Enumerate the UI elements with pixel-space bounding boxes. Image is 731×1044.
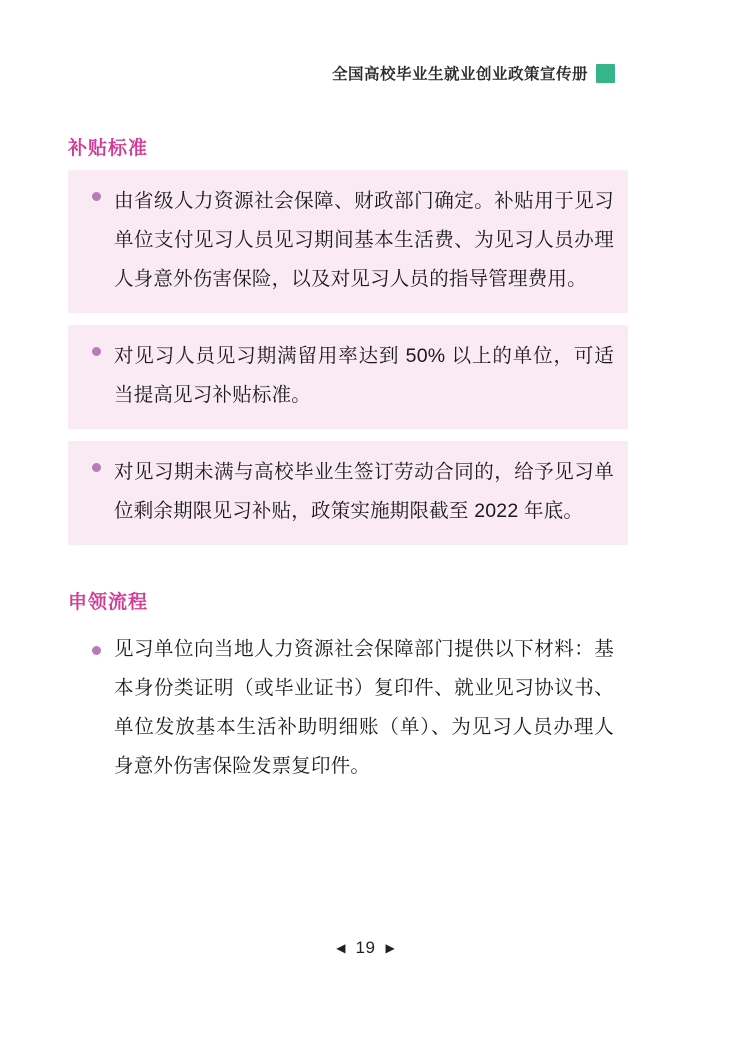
bullet-list <box>68 170 628 545</box>
list-item-text: 对见习人员见习期满留用率达到 50% 以上的单位，可适当提高见习补贴标准。 <box>114 345 614 406</box>
page-header <box>332 62 615 84</box>
page-content <box>68 133 628 804</box>
next-page-arrow-icon[interactable]: ▶ <box>385 941 395 955</box>
bullet-dot-icon <box>92 192 101 201</box>
list-item <box>68 624 628 792</box>
header-title: 全国高校毕业生就业创业政策宣传册 <box>331 66 588 83</box>
list-item <box>68 170 628 313</box>
list-item <box>68 441 628 545</box>
section-application-process <box>68 587 628 792</box>
bullet-list <box>68 624 628 792</box>
page-number: 19 <box>355 938 376 957</box>
section-subsidy-standard <box>68 133 628 545</box>
bullet-dot-icon <box>92 646 101 655</box>
list-item <box>68 325 628 429</box>
page-footer <box>0 938 731 958</box>
bullet-dot-icon <box>92 347 101 356</box>
prev-page-arrow-icon[interactable]: ◀ <box>336 941 346 955</box>
section-heading: 补贴标准 <box>68 138 149 159</box>
list-item-text: 对见习期未满与高校毕业生签订劳动合同的，给予见习单位剩余期限见习补贴，政策实施期限截至 2022 年底。 <box>114 461 614 522</box>
list-item-text: 由省级人力资源社会保障、财政部门确定。补贴用于见习单位支付见习人员见习期间基本生活费、为见习人员办理人身意外伤害保险，以及对见习人员的指导管理费用。 <box>114 190 614 290</box>
section-heading: 申领流程 <box>68 592 149 613</box>
list-item-text: 见习单位向当地人力资源社会保障部门提供以下材料：基本身份类证明（或毕业证书）复印件、就业见习协议书、单位发放基本生活补助明细账（单）、为见习人员办理人身意外伤害保险发票复印件。 <box>114 638 614 777</box>
green-square-mark-icon <box>596 64 615 83</box>
bullet-dot-icon <box>92 463 101 472</box>
